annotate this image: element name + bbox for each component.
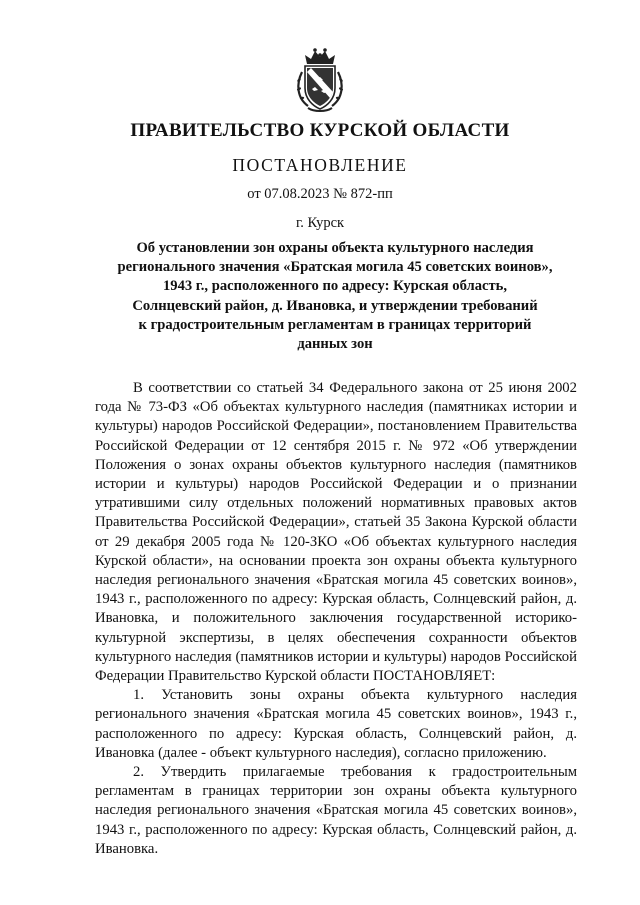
clause-2-paragraph: 2. Утвердить прилагаемые требования к градостроительным регламентам в границах территории зон охраны объекта культурного наследия регионального значения «Братская могила 45 советских воинов», 1943 г., расположенного по адресу: Курская область, Солнцевский район, д. Ивановка.	[95, 764, 577, 857]
preamble-paragraph: В соответствии со статьей 34 Федерального закона от 25 июня 2002 года № 73-ФЗ «Об объектах культурного наследия (памятниках истории и культуры) народов Российской Федерации», постановлением Правительства Российской Федерации от 12 сентября 2015 г. № 972 «Об утверждении Положения о зонах охраны объектов культурного наследия (памятников истории и культуры) народов Российской Федерации и о признании утратившими силу отдельных положений нормативных правовых актов Правительства Российской Федерации», статьей 35 Закона Курской области от 29 декабря 2005 года № 120-ЗКО «Об объектах культурного наследия Курской области», на основании проекта зон охраны объекта культурного наследия регионального значения «Братская могила 45 советских воинов», 1943 г., расположенного по адресу: Курская область, Солнцевский район, д. Ивановка, и положительного заключения государственной историко-культурной экспертизы, в целях обеспечения сохранности объектов культурного наследия (памятников истории и культуры) народов Российской Федерации Правительство Курской области ПОСТАНОВЛЯЕТ:	[95, 380, 577, 685]
document-type: ПОСТАНОВЛЕНИЕ	[232, 155, 408, 175]
document-subject	[95, 239, 575, 354]
document-date-number: от 07.08.2023 № 872-пп	[247, 186, 393, 202]
subject-line: Солнцевский район, д. Ивановка, и утверждении требований	[132, 297, 538, 314]
subject-line: данных зон	[297, 336, 373, 353]
subject-line: к градостроительным регламентам в границах территорий	[138, 316, 532, 333]
document-body	[95, 379, 577, 859]
subject-line: регионального значения «Братская могила 45 советских воинов»,	[117, 259, 553, 276]
clause-1-paragraph: 1. Установить зоны охраны объекта культурного наследия регионального значения «Братская могила 45 советских воинов», 1943 г., расположенного по адресу: Курская область, Солнцевский район, д. Ивановка (далее - объект культурного наследия), согласно приложению.	[95, 687, 577, 761]
subject-line: 1943 г., расположенного по адресу: Курская область,	[162, 278, 508, 295]
organization-title: ПРАВИТЕЛЬСТВО КУРСКОЙ ОБЛАСТИ	[130, 120, 510, 141]
document-city: г. Курск	[295, 215, 345, 231]
kursk-coat-of-arms-icon	[294, 44, 346, 116]
subject-line: Об установлении зон охраны объекта культурного наследия	[136, 240, 534, 256]
